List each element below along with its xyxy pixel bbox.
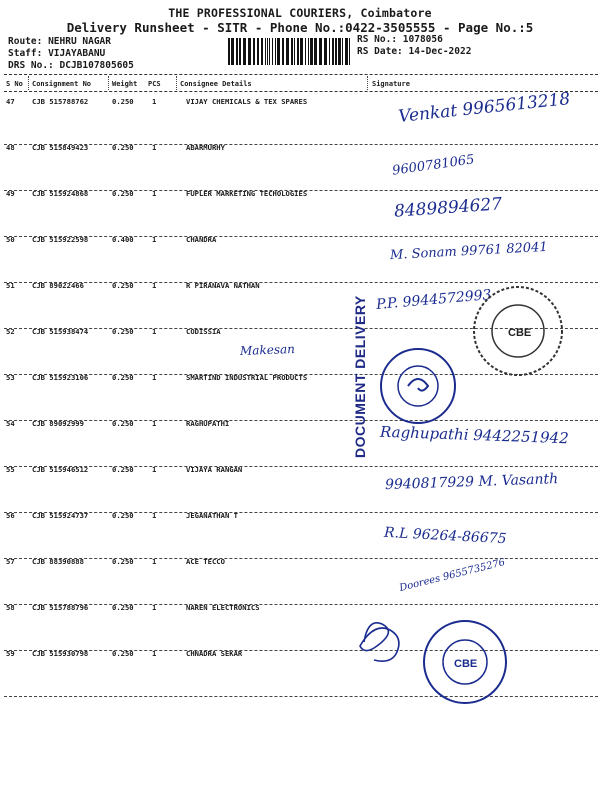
row-weight: 0.250 (112, 511, 134, 520)
row-weight: 0.250 (112, 327, 134, 336)
row-sno: 53 (6, 373, 15, 382)
row-pcs: 1 (152, 649, 157, 658)
row-weight: 0.250 (112, 189, 134, 198)
smartind-seal (378, 346, 458, 426)
row-weight: 0.250 (112, 557, 134, 566)
barcode-bar (272, 38, 273, 65)
barcode-bar (345, 38, 348, 65)
table-row (4, 509, 598, 555)
row-sno: 55 (6, 465, 15, 474)
row-consignee: ACE TECCO (186, 557, 225, 566)
signature-47: Venkat 9965613218 (397, 89, 572, 127)
col-weight: Weight (112, 80, 138, 88)
row-weight: 0.250 (112, 603, 134, 612)
table-row (4, 187, 598, 233)
row-sno: 58 (6, 603, 15, 612)
company-title: THE PROFESSIONAL COURIERS, Coimbatore (168, 6, 432, 20)
row-consignee: VIJAYA RANGAN (186, 465, 243, 474)
row-sno: 52 (6, 327, 15, 336)
row-pcs: 1 (152, 511, 157, 520)
col-divider (108, 76, 109, 90)
barcode-bar (335, 38, 337, 65)
barcode-image (228, 38, 352, 65)
row-sno: 57 (6, 557, 15, 566)
row-weight: 0.250 (112, 419, 134, 428)
col-consignment: Consignment No (32, 80, 92, 88)
barcode-bar (300, 38, 303, 65)
barcode-bar (314, 38, 317, 65)
barcode-bar (294, 38, 295, 65)
rs-date-label: RS Date: (357, 46, 403, 57)
staff-label: Staff: (8, 48, 43, 59)
naren-seal-center: CBE (454, 658, 478, 670)
row-pcs: 1 (152, 465, 157, 474)
signature-54: Raghupathi 9442251942 (379, 422, 570, 448)
row-consignment-no: CJB 515930798 (32, 649, 89, 658)
row-pcs: 1 (152, 97, 157, 106)
signature-50: M. Sonam 99761 82041 (389, 239, 549, 264)
signature-56: R.L 96264-86675 (383, 524, 507, 548)
col-sno: S No (6, 80, 23, 88)
row-weight: 0.250 (112, 97, 134, 106)
barcode-bar (349, 38, 350, 65)
row-sno: 50 (6, 235, 15, 244)
row-weight: 0.400 (112, 235, 134, 244)
col-signature: Signature (372, 80, 410, 88)
drs-line (8, 60, 134, 71)
row-consignment-no: CJB 515938474 (32, 327, 89, 336)
row-pcs: 1 (152, 327, 157, 336)
drs-label: DRS No.: (8, 60, 54, 71)
col-divider (176, 76, 177, 90)
row-weight: 0.250 (112, 465, 134, 474)
signature-55: 9940817929 M. Vasanth (384, 471, 559, 494)
barcode-bar (267, 38, 268, 65)
barcode-bar (324, 38, 327, 65)
barcode-bar (329, 38, 330, 65)
col-divider (28, 76, 29, 90)
row-pcs: 1 (152, 373, 157, 382)
row-consignment-no: CJB 515924737 (32, 511, 89, 520)
naren-seal (420, 618, 510, 706)
row-consignee: RAGHUPATHI (186, 419, 230, 428)
row-consignment-no: CJB 88390888 (32, 557, 84, 566)
row-consignee: NAREN ELECTRONICS (186, 603, 260, 612)
barcode-bar (338, 38, 341, 65)
row-consignee: CHANDRA (186, 235, 217, 244)
row-weight: 0.250 (112, 649, 134, 658)
row-pcs: 1 (152, 281, 157, 290)
staff-line (8, 48, 105, 59)
barcode-bar (310, 38, 313, 65)
barcode-bar (305, 38, 306, 65)
barcode-bar (308, 38, 309, 65)
signature-48: 9600781065 (391, 152, 476, 179)
table-row (4, 555, 598, 601)
route-line (8, 36, 111, 47)
row-consignee: FUPLER MARKETING TECHOLOGIES (186, 189, 308, 198)
row-sno: 51 (6, 281, 15, 290)
drs-value: DCJB107805605 (59, 60, 134, 71)
barcode-bar (248, 38, 251, 65)
barcode-bar (239, 38, 241, 65)
row-consignment-no: CJB 89022466 (32, 281, 84, 290)
row-pcs: 1 (152, 557, 157, 566)
document-delivery-stamp: DOCUMENT DELIVERY (352, 295, 368, 458)
rs-date-value: 14-Dec-2022 (408, 46, 472, 57)
row-consignee: JEGANATHAN T (186, 511, 238, 520)
row-weight: 0.250 (112, 143, 134, 152)
barcode-bar (319, 38, 322, 65)
row-weight: 0.250 (112, 373, 134, 382)
row-consignment-no: CJB 89092999 (32, 419, 84, 428)
row-sno: 56 (6, 511, 15, 520)
svg-text:CBE: CBE (508, 327, 532, 339)
barcode-bar (265, 38, 266, 65)
row-pcs: 1 (152, 603, 157, 612)
row-consignment-no: CJB 515849423 (32, 143, 89, 152)
staff-value: VIJAYABANU (48, 48, 106, 59)
row-consignee: CODISSIA (186, 327, 221, 336)
row-consignee: CHNADRA SEKAR (186, 649, 243, 658)
route-label: Route: (8, 36, 43, 47)
rs-date-line (357, 46, 471, 57)
signature-52: Makesan (239, 342, 296, 358)
barcode-bar (236, 38, 238, 65)
barcode-bar (228, 38, 230, 65)
barcode-bar (286, 38, 289, 65)
row-consignment-no: CJB 515922598 (32, 235, 89, 244)
col-pcs: PCS (148, 80, 161, 88)
table-row (4, 141, 598, 187)
barcode-bar (257, 38, 259, 65)
sheet-title: Delivery Runsheet - SITR - Phone No.:0422-3505555 - Page No.:5 (66, 20, 534, 35)
header-top-rule (4, 74, 598, 75)
route-value: NEHRU NAGAR (48, 36, 111, 47)
barcode-bar (231, 38, 234, 65)
barcode-bar (342, 38, 343, 65)
row-pcs: 1 (152, 189, 157, 198)
rs-no-value: 1078056 (402, 34, 443, 45)
col-consignee: Consignee Details (180, 80, 252, 88)
row-weight: 0.250 (112, 281, 134, 290)
barcode-bar (261, 38, 263, 65)
row-consignment-no: CJB 515923106 (32, 373, 89, 382)
barcode-bar (332, 38, 334, 65)
row-sno: 47 (6, 97, 15, 106)
row-consignee: VIJAY CHEMICALS & TEX SPARES (186, 97, 308, 106)
signature-49: 8489894627 (393, 194, 503, 222)
row-consignee: ABARMURHY (186, 143, 225, 152)
barcode-bar (277, 38, 280, 65)
row-pcs: 1 (152, 235, 157, 244)
row-pcs: 1 (152, 143, 157, 152)
row-sno: 49 (6, 189, 15, 198)
row-pcs: 1 (152, 419, 157, 428)
row-consignment-no: CJB 515788796 (32, 603, 89, 612)
row-consignee: SMARTIND INDUSTRIAL PRODUCTS (186, 373, 308, 382)
row-consignee: R PIRANAVA NATHAN (186, 281, 260, 290)
row-consignment-no: CJB 515946512 (32, 465, 89, 474)
row-sno: 59 (6, 649, 15, 658)
row-consignment-no: CJB 515788762 (32, 97, 89, 106)
company-round-seal (468, 282, 568, 380)
barcode-bar (253, 38, 255, 65)
barcode-bar (291, 38, 293, 65)
row-sno: 48 (6, 143, 15, 152)
signature-51: P.P. 9944572993 (375, 286, 493, 314)
rs-no-line (357, 34, 443, 45)
barcode-bar (275, 38, 276, 65)
barcode-bar (297, 38, 299, 65)
header-bottom-rule (4, 91, 598, 92)
rs-no-label: RS No.: (357, 34, 398, 45)
col-divider (367, 76, 368, 90)
barcode-bar (269, 38, 270, 65)
signature-58-scribble (356, 612, 420, 670)
signature-57: Doorees 9655735276 (398, 557, 507, 594)
barcode-bar (243, 38, 246, 65)
row-consignment-no: CJB 515924868 (32, 189, 89, 198)
barcode-bar (282, 38, 284, 65)
row-sno: 54 (6, 419, 15, 428)
